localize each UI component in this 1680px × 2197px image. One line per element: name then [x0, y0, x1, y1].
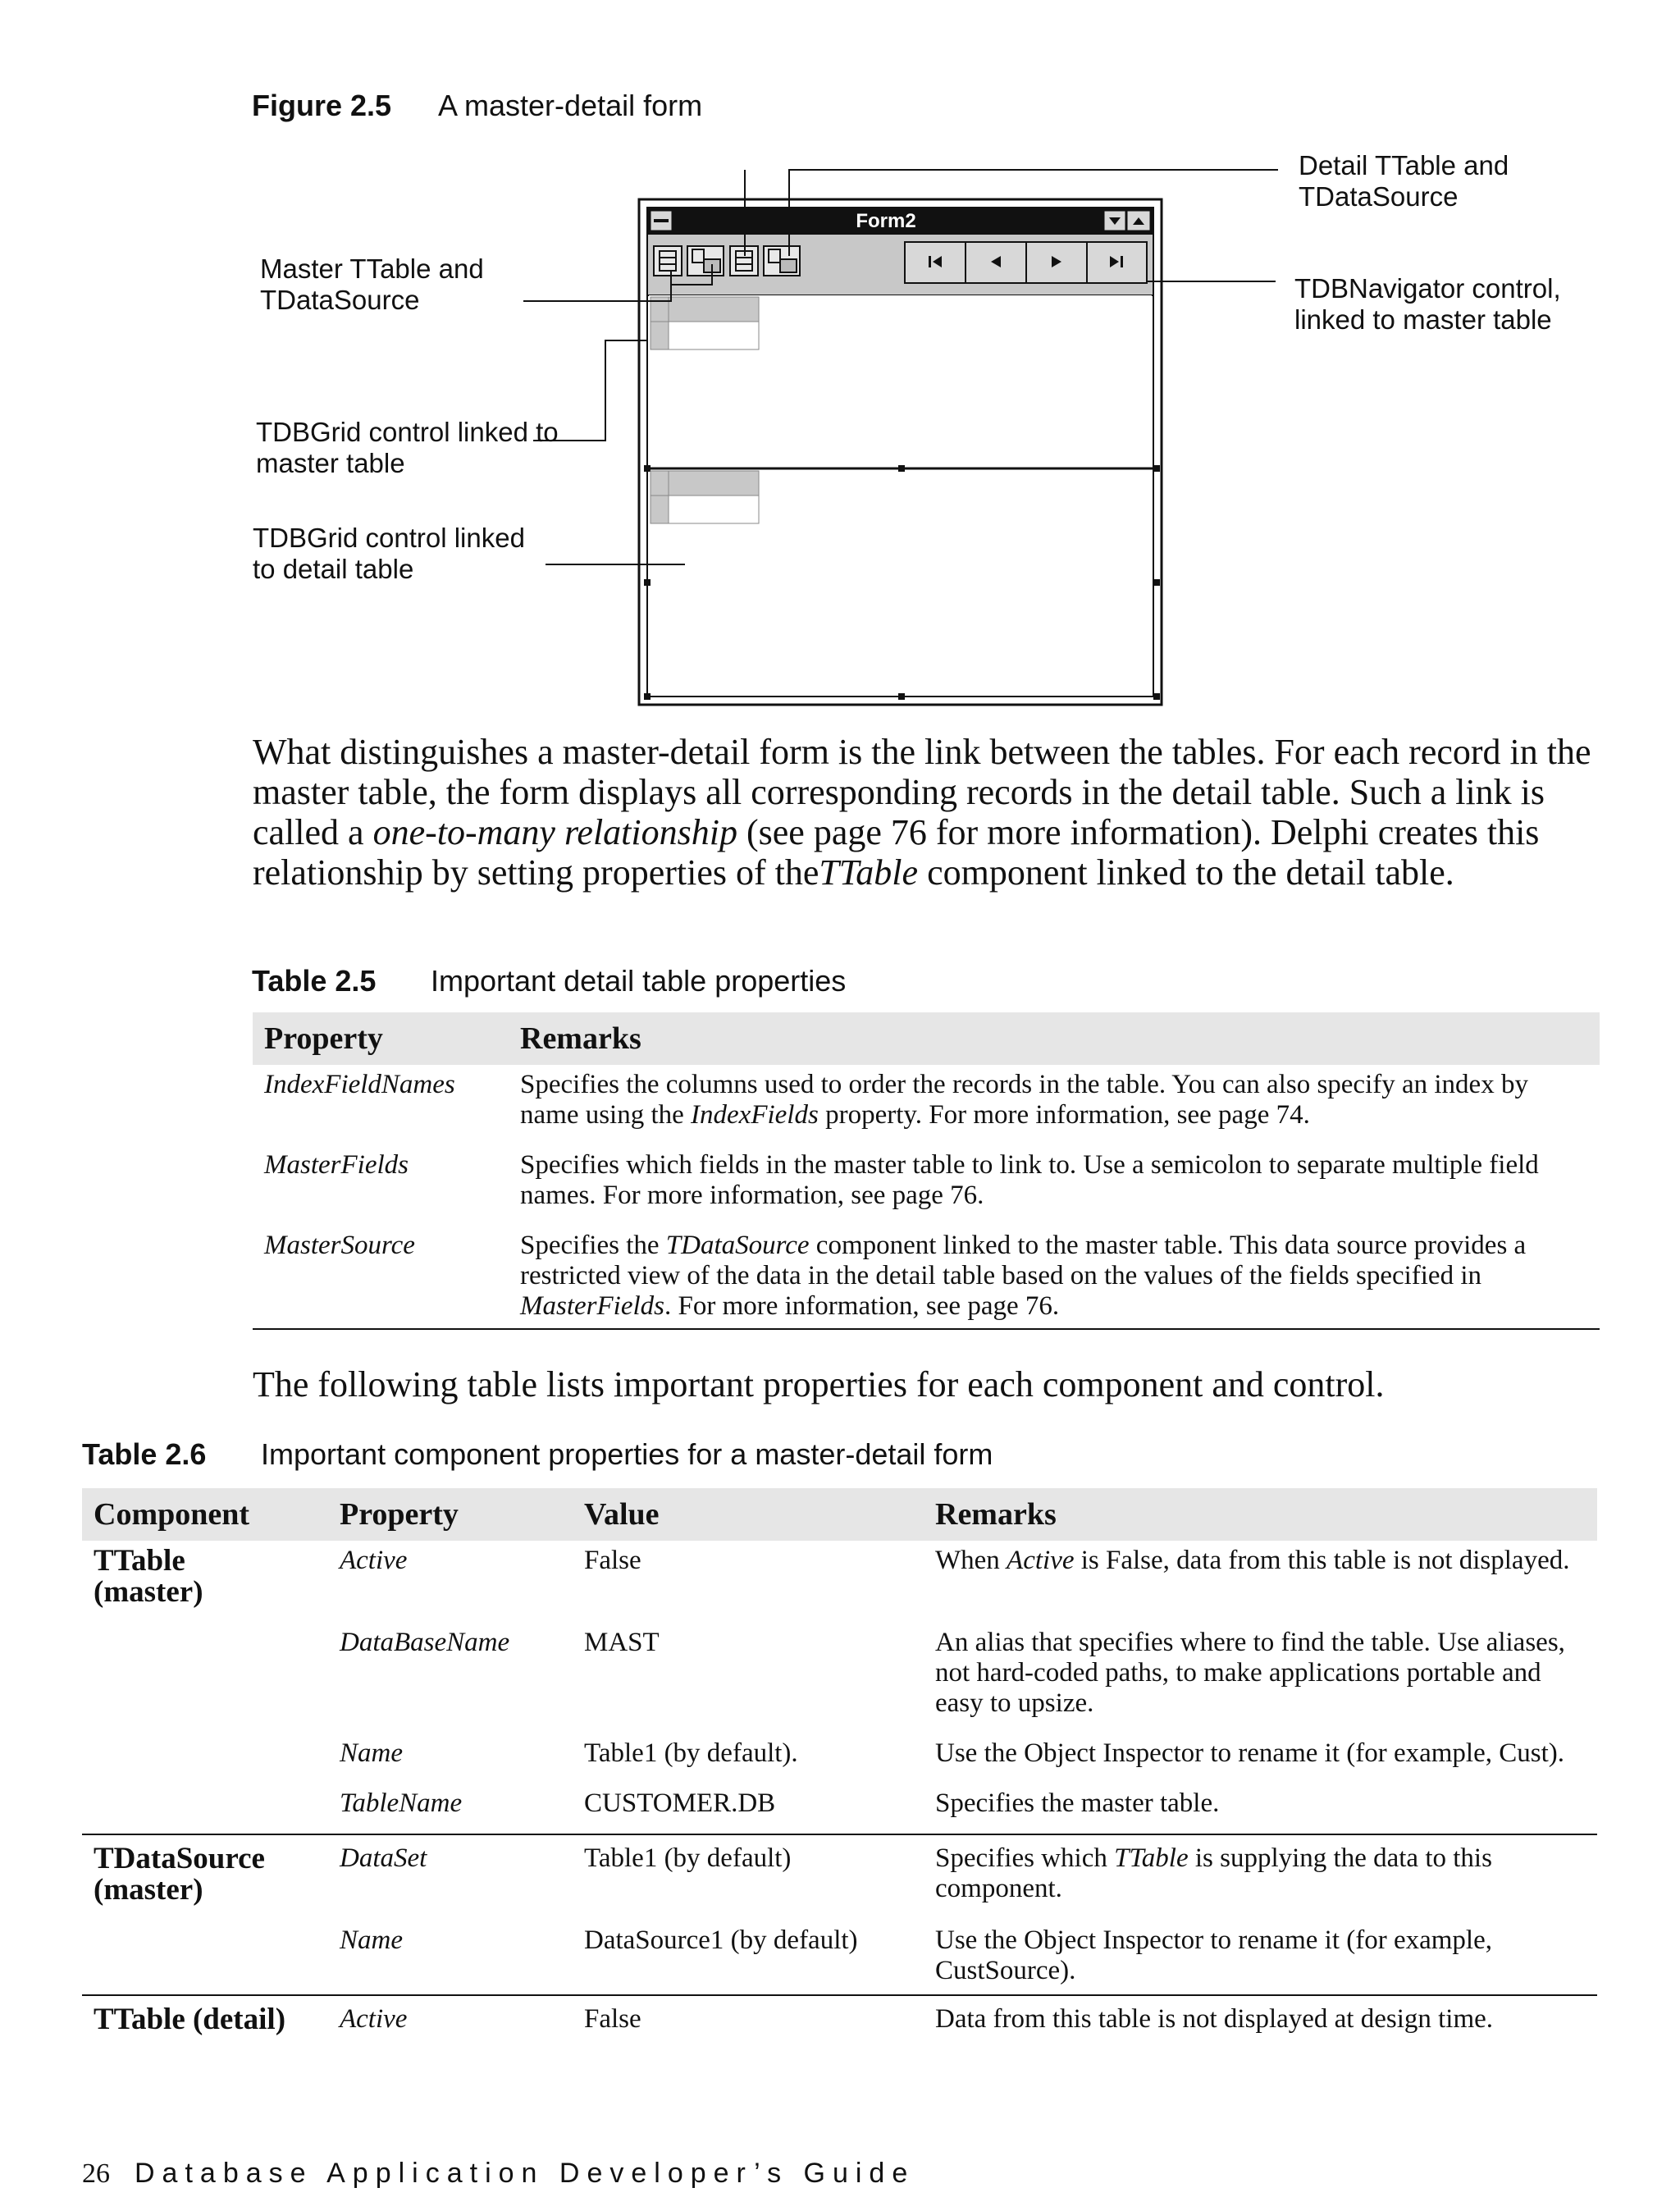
remarks-text: Specifies which [935, 1843, 1115, 1873]
table26-component [82, 1733, 328, 1784]
remarks-text: Specifies the columns used to order the records in the table. You can also specify an index by name using the [520, 1070, 1528, 1130]
table25-title: Important detail table properties [431, 964, 847, 998]
remarks-emphasis: TDataSource [665, 1231, 810, 1260]
remarks-text: is False, data from this table is not displayed. [1074, 1546, 1570, 1575]
table-row [253, 1226, 1600, 1329]
table26-caption [82, 1437, 993, 1472]
remarks-emphasis: TTable [1114, 1843, 1189, 1873]
table26-remarks: Use the Object Inspector to rename it (for example, Cust). [935, 1738, 1564, 1768]
table26-component [82, 1623, 328, 1733]
table26-property: DataBaseName [340, 1628, 510, 1657]
remarks-emphasis: Active [1007, 1546, 1075, 1575]
callout-master-table: Master TTable and TDataSource [260, 254, 484, 315]
table25-number: Table 2.5 [252, 964, 377, 998]
callout-grid-master: TDBGrid control linked to master table [256, 417, 559, 478]
book-title: Database Application Developer’s Guide [135, 2158, 915, 2189]
table-row [82, 1733, 1597, 1784]
table26-component: TDataSource (master) [82, 1834, 328, 1921]
table26-remarks: Specifies the master table. [935, 1788, 1220, 1818]
para1-emphasis-1: one-to-many relationship [372, 812, 737, 852]
table26-header-property: Property [328, 1488, 573, 1541]
table26-property: Active [328, 1995, 573, 2050]
table26-value: Table1 (by default) [573, 1834, 924, 1921]
callout-navigator: TDBNavigator control, linked to master table [1294, 273, 1561, 335]
table25-header-property: Property [253, 1012, 509, 1065]
remarks-text: . For more information, see page 76. [664, 1291, 1060, 1321]
detail-datasource-icon [764, 246, 800, 276]
table25-remarks: Specifies which fields in the master table to link to. Use a semicolon to separate multiple field names. For more information, see page 76. [520, 1150, 1539, 1210]
table25-property: MasterFields [264, 1150, 409, 1180]
table25-property: IndexFieldNames [264, 1070, 455, 1099]
table-row [253, 1065, 1600, 1145]
table26-remarks [924, 1834, 1597, 1921]
remarks-emphasis: MasterFields [520, 1291, 664, 1321]
table26-header-value: Value [573, 1488, 924, 1541]
table26-property: TableName [340, 1788, 463, 1818]
table26-component: TTable (detail) [82, 1995, 328, 2050]
table25-property: MasterSource [264, 1231, 415, 1260]
form-diagram [0, 0, 1680, 722]
table26-component [82, 1921, 328, 1995]
para1-emphasis-2: TTable [819, 852, 919, 893]
table26-property: Active [340, 1546, 408, 1575]
remarks-text: is supplying the data to this component. [935, 1843, 1492, 1903]
table25-remarks [509, 1065, 1600, 1145]
table25-header-remarks: Remarks [509, 1012, 1600, 1065]
table26-value: DataSource1 (by default) [584, 1925, 858, 1955]
master-datasource-icon [687, 246, 724, 276]
detail-grid [651, 471, 759, 523]
para1-text-3: component linked to the detail table. [918, 852, 1454, 893]
table26-remarks: An alias that specifies where to find the table. Use aliases, not hard-coded paths, to make applications portable and easy to upsize. [935, 1628, 1565, 1718]
table26-value: CUSTOMER.DB [584, 1788, 776, 1818]
table26-remarks [924, 1541, 1597, 1623]
callout-grid-detail: TDBGrid control linked to detail table [253, 523, 525, 584]
table25 [253, 1012, 1600, 1330]
table26-number: Table 2.6 [82, 1437, 207, 1471]
table26-value: MAST [584, 1628, 660, 1657]
table26-header-component: Component [82, 1488, 328, 1541]
table26-remarks: Data from this table is not displayed at design time. [924, 1995, 1597, 2050]
table-row [82, 1995, 1597, 2050]
table26-component [82, 1784, 328, 1834]
remarks-text: Specifies the [520, 1231, 666, 1260]
table26-header-remarks: Remarks [924, 1488, 1597, 1541]
remarks-text: property. For more information, see page 74. [818, 1100, 1310, 1130]
table26-value: False [573, 1995, 924, 2050]
table-row [82, 1541, 1597, 1623]
table-row [82, 1784, 1597, 1834]
table26-header-row [82, 1488, 1597, 1541]
table26-property: Name [340, 1738, 403, 1768]
table-row [82, 1834, 1597, 1921]
body-paragraph-1 [253, 732, 1606, 893]
table-row [82, 1921, 1597, 1995]
table26-title: Important component properties for a master-detail form [261, 1437, 993, 1471]
table26-component: TTable (master) [94, 1544, 203, 1609]
remarks-text: When [935, 1546, 1007, 1575]
figure-number: Figure 2.5 [252, 89, 392, 122]
para1-text-1: What distinguishes a master-detail form is the link between the tables. For each record in the master table, the form displays all corresponding records in the detail table. Such a link is called a [253, 732, 1591, 852]
master-table-icon [654, 246, 682, 276]
table-row [253, 1145, 1600, 1226]
window-title: Form2 [856, 210, 916, 232]
table26 [82, 1488, 1597, 2050]
figure-title: A master-detail form [438, 89, 703, 122]
table25-caption [252, 964, 846, 998]
table25-header-row [253, 1012, 1600, 1065]
master-grid [649, 295, 1152, 468]
callout-detail-table: Detail TTable and TDataSource [1299, 150, 1509, 212]
remarks-emphasis: IndexFields [691, 1100, 819, 1130]
table-row [82, 1623, 1597, 1733]
para1-text-2: (see page 76 for more information). Delphi creates this relationship by setting properties of the [253, 812, 1540, 893]
table25-remarks [509, 1226, 1600, 1329]
table26-remarks: Use the Object Inspector to rename it (for example, CustSource). [935, 1925, 1492, 1985]
table26-value: False [584, 1546, 641, 1575]
table26-property: Name [340, 1925, 403, 1955]
remarks-text: component linked to the master table. This data source provides a restricted view of the data in the detail table based on the values of the fields specified in [520, 1231, 1527, 1290]
page-number: 26 [82, 2158, 110, 2189]
body-paragraph-2: The following table lists important properties for each component and control. [253, 1364, 1385, 1405]
table26-property: DataSet [328, 1834, 573, 1921]
page-footer [82, 2158, 915, 2190]
table26-value: Table1 (by default). [584, 1738, 798, 1768]
